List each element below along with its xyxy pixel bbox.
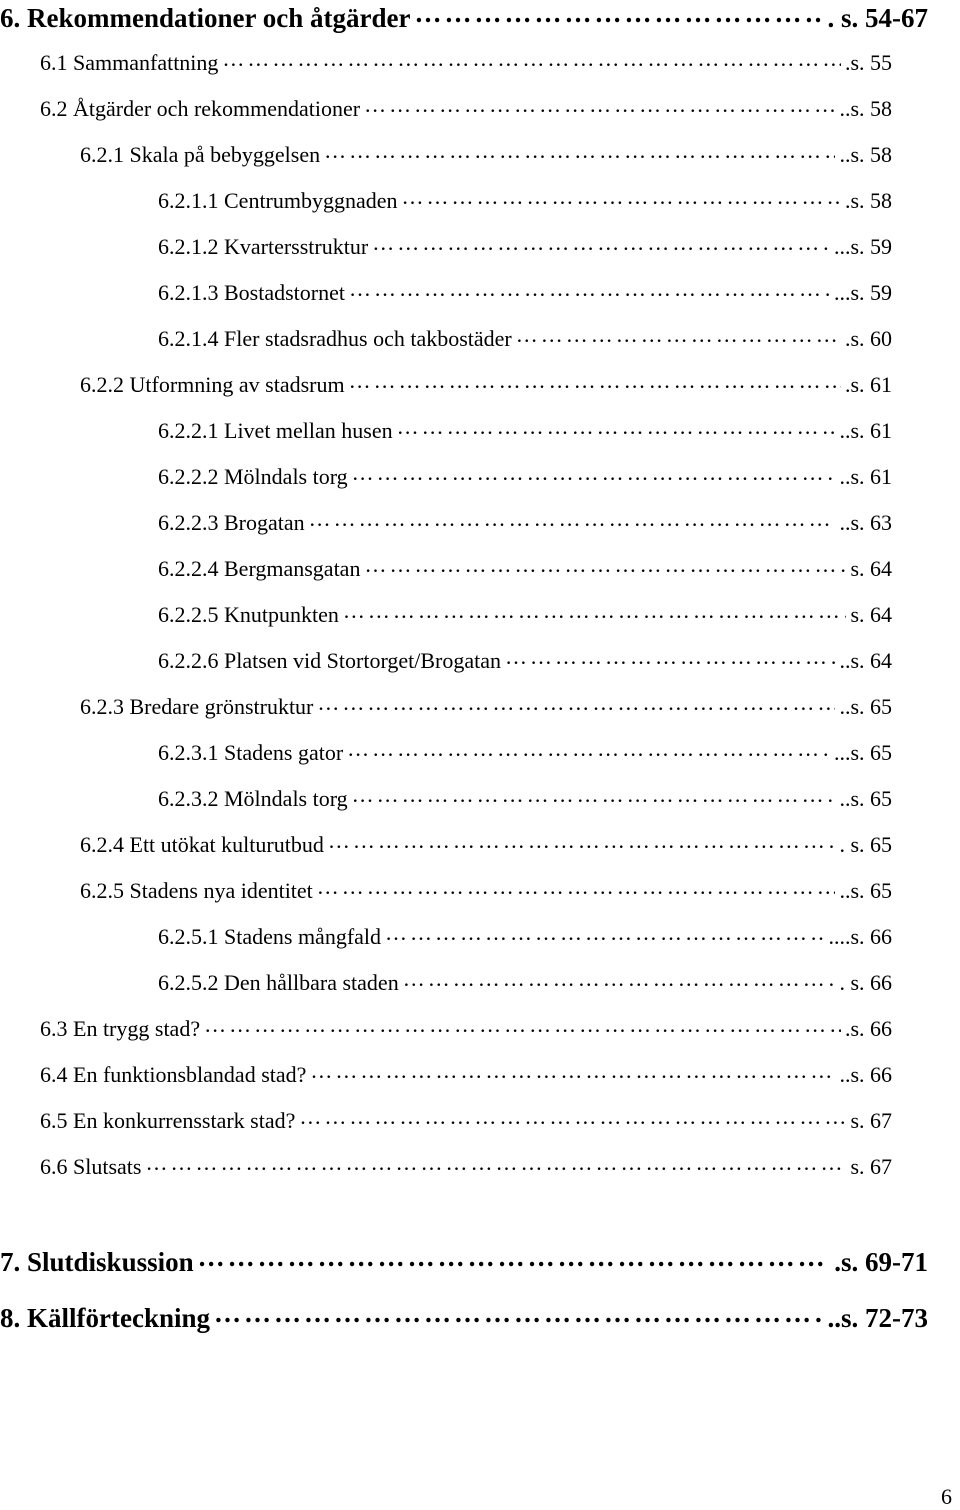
toc-entry	[158, 278, 892, 307]
toc-entry	[80, 370, 892, 399]
toc-entry	[158, 600, 892, 629]
dot-leader	[145, 1152, 846, 1174]
toc-entry	[0, 1300, 928, 1335]
toc-entry	[80, 140, 892, 169]
toc-entry-label: 6.2.1.3 Bostadstornet	[158, 280, 345, 305]
toc-entry	[158, 232, 892, 261]
toc-entry	[158, 922, 892, 951]
toc-entry-label: 6.4 En funktionsblandad stad?	[40, 1062, 307, 1087]
dot-leader	[505, 646, 835, 668]
dot-leader	[397, 416, 836, 438]
toc-entry-page: ....s. 66	[828, 924, 892, 949]
dot-leader	[516, 324, 841, 346]
dot-leader	[343, 600, 847, 622]
toc-entry-label: 6.2.2.3 Brogatan	[158, 510, 305, 535]
toc-entry	[158, 646, 892, 675]
toc-entry-page: ...s. 59	[833, 234, 892, 259]
dot-leader	[414, 0, 823, 27]
toc-entry-page: ..s. 63	[839, 510, 892, 535]
toc-entry	[158, 554, 892, 583]
dot-leader	[310, 1060, 835, 1082]
toc-entry	[80, 692, 892, 721]
toc-entry-label: 6.2.3.1 Stadens gator	[158, 740, 344, 765]
toc-entry-page: ..s. 66	[839, 1062, 892, 1087]
toc-entry-page: . s. 65	[839, 832, 892, 857]
toc-entry-label: 6.1 Sammanfattning	[40, 50, 219, 75]
toc-entry	[40, 1106, 892, 1135]
dot-leader	[317, 692, 835, 714]
dot-leader	[349, 370, 841, 392]
toc-entry-label: 6.2.2.4 Bergmansgatan	[158, 556, 361, 581]
dot-leader	[349, 278, 830, 300]
toc-entry-label: 8. Källförteckning	[0, 1303, 210, 1333]
toc-entry-label: 6.2.1.2 Kvartersstruktur	[158, 234, 369, 259]
toc-entry-label: 6.3 En trygg stad?	[40, 1016, 201, 1041]
toc-entry-label: 6.2.3.2 Mölndals torg	[158, 786, 348, 811]
toc-entry-page: ..s. 58	[839, 96, 892, 121]
toc-entry-label: 6.2.1.4 Fler stadsradhus och takbostäder	[158, 326, 512, 351]
toc-entry-label: 6.2.5 Stadens nya identitet	[80, 878, 313, 903]
toc-entry	[40, 1060, 892, 1089]
toc-entry-page: ...s. 59	[833, 280, 892, 305]
toc-entry-page: s. 64	[850, 556, 892, 581]
dot-leader	[214, 1300, 824, 1327]
toc-entry	[40, 1152, 892, 1181]
dot-leader	[385, 922, 824, 944]
toc-entry-page: ..s. 65	[839, 694, 892, 719]
dot-leader	[402, 186, 841, 208]
dot-leader	[204, 1014, 841, 1036]
toc-entry-page: .s. 55	[844, 50, 892, 75]
toc-entry-page: ..s. 64	[839, 648, 892, 673]
toc-entry	[158, 416, 892, 445]
toc-entry	[158, 186, 892, 215]
dot-leader	[364, 94, 835, 116]
toc-entry-page: ..s. 61	[839, 418, 892, 443]
dot-leader	[364, 554, 846, 576]
toc-entry-page: ...s. 65	[833, 740, 892, 765]
dot-leader	[328, 830, 836, 852]
toc-entry-label: 6.2.5.2 Den hållbara staden	[158, 970, 399, 995]
toc-entry	[80, 830, 892, 859]
dot-leader	[352, 462, 836, 484]
toc-entry	[0, 0, 928, 35]
toc-entry-page: .s. 61	[844, 372, 892, 397]
toc-entry-page: ..s. 65	[839, 786, 892, 811]
toc-entry-label: 6.2.4 Ett utökat kulturutbud	[80, 832, 324, 857]
toc-entry	[40, 48, 892, 77]
dot-leader	[317, 876, 836, 898]
toc-entry-page: .s. 58	[844, 188, 892, 213]
toc-entry-page: .s. 69-71	[834, 1247, 928, 1277]
toc-entry-label: 6.2 Åtgärder och rekommendationer	[40, 96, 361, 121]
toc-entry-label: 6.2.1 Skala på bebyggelsen	[80, 142, 321, 167]
toc-entry-label: 6.6 Slutsats	[40, 1154, 142, 1179]
toc-entry	[158, 968, 892, 997]
toc-entry	[40, 1014, 892, 1043]
toc-entry-label: 6.2.2 Utformning av stadsrum	[80, 372, 345, 397]
toc-entry-page: ..s. 65	[839, 878, 892, 903]
toc-entry-page: . s. 66	[839, 970, 892, 995]
toc-entry-label: 6.2.2.6 Platsen vid Stortorget/Brogatan	[158, 648, 502, 673]
dot-leader	[324, 140, 835, 162]
toc-entry-page: .s. 60	[844, 326, 892, 351]
dot-leader	[347, 738, 830, 760]
toc-entry	[0, 1244, 928, 1279]
toc-entry	[158, 738, 892, 767]
toc-entry	[158, 508, 892, 537]
toc-entry-page: . s. 54-67	[827, 3, 928, 33]
toc-entry-label: 6.2.2.5 Knutpunkten	[158, 602, 339, 627]
toc-entry-label: 6.2.2.2 Mölndals torg	[158, 464, 348, 489]
toc-entry-page: s. 64	[850, 602, 892, 627]
toc-entry-label: 6.2.2.1 Livet mellan husen	[158, 418, 393, 443]
toc-entry	[158, 462, 892, 491]
toc-entry	[158, 324, 892, 353]
dot-leader	[372, 232, 830, 254]
page-number: 6	[941, 1484, 952, 1509]
toc-entry-page: .s. 66	[844, 1016, 892, 1041]
toc-entry-label: 6.2.5.1 Stadens mångfald	[158, 924, 382, 949]
toc-entry-label: 6.2.3 Bredare grönstruktur	[80, 694, 314, 719]
toc-entry-label: 6. Rekommendationer och åtgärder	[0, 3, 411, 33]
dot-leader	[309, 508, 836, 530]
dot-leader	[299, 1106, 846, 1128]
toc-entry-label: 7. Slutdiskussion	[0, 1247, 194, 1277]
toc-entry-page: ..s. 58	[839, 142, 892, 167]
toc-entry-page: ..s. 72-73	[827, 1303, 928, 1333]
toc-entry-page: s. 67	[850, 1108, 892, 1133]
toc-entry	[40, 94, 892, 123]
toc-entry	[158, 784, 892, 813]
dot-leader	[198, 1244, 831, 1271]
toc-entry-label: 6.2.1.1 Centrumbyggnaden	[158, 188, 398, 213]
dot-leader	[352, 784, 836, 806]
dot-leader	[403, 968, 836, 990]
toc-entry-page: ..s. 61	[839, 464, 892, 489]
toc-entry-page: s. 67	[850, 1154, 892, 1179]
dot-leader	[222, 48, 841, 70]
toc-entry	[80, 876, 892, 905]
toc-entry-label: 6.5 En konkurrensstark stad?	[40, 1108, 296, 1133]
